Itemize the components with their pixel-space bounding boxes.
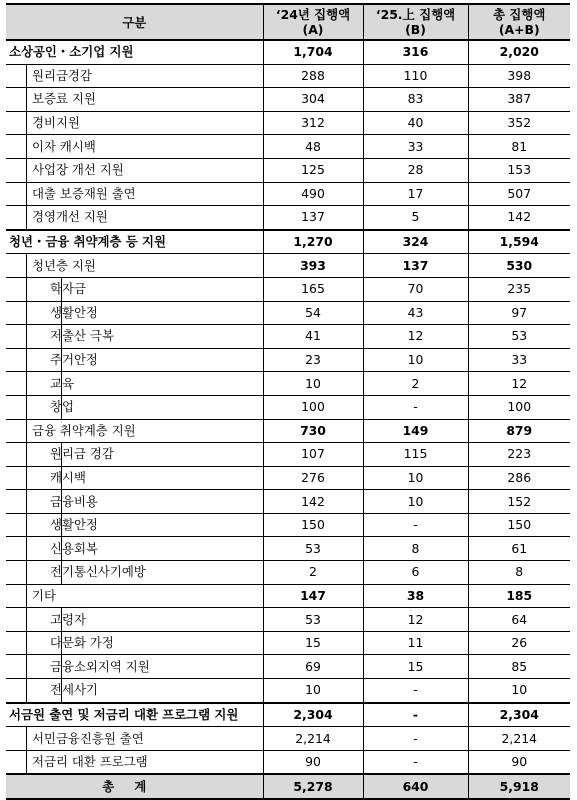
table-row: [6, 537, 570, 561]
table-row: [6, 135, 570, 159]
value-a: 147: [263, 584, 363, 608]
value-total: 12: [468, 372, 570, 396]
row-label: 생활안정: [50, 517, 98, 533]
value-a: 10: [263, 372, 363, 396]
row-label: 경비지원: [32, 115, 80, 131]
value-a: 304: [263, 88, 363, 112]
row-label: 대출 보증재원 출연: [32, 185, 136, 201]
subsection-row: [6, 254, 570, 278]
value-a: 312: [263, 111, 363, 135]
value-total: 150: [468, 513, 570, 537]
value-a: 107: [263, 443, 363, 467]
table-row: [6, 631, 570, 655]
value-total: 64: [468, 608, 570, 632]
row-label: 금융소외지역 지원: [50, 658, 150, 674]
value-total: 507: [468, 182, 570, 206]
table-row: [6, 64, 570, 88]
value-total: 223: [468, 443, 570, 467]
value-total: 33: [468, 348, 570, 372]
header-row: [6, 4, 570, 40]
table-row: [6, 325, 570, 349]
table-row: [6, 301, 570, 325]
value-a: 90: [263, 750, 363, 774]
value-total: 81: [468, 135, 570, 159]
value-b: 83: [363, 88, 468, 112]
row-label: 이자 캐시백: [32, 138, 96, 154]
total-value-a: 5,278: [263, 774, 363, 799]
table-row: [6, 750, 570, 774]
value-total: 879: [468, 419, 570, 443]
header-category: 구분: [6, 4, 263, 40]
value-b: 33: [363, 135, 468, 159]
row-label: 소상공인・소기업 지원: [6, 40, 263, 64]
row-label: 전기통신사기예방: [50, 564, 146, 580]
value-a: 142: [263, 490, 363, 514]
value-b: -: [363, 395, 468, 419]
total-row: [6, 774, 570, 799]
value-b: 316: [363, 40, 468, 64]
value-a: 2,214: [263, 727, 363, 751]
total-value-total: 5,918: [468, 774, 570, 799]
value-b: 5: [363, 206, 468, 230]
value-a: 137: [263, 206, 363, 230]
value-a: 125: [263, 158, 363, 182]
value-a: 150: [263, 513, 363, 537]
row-label: 금융비용: [50, 493, 98, 509]
row-label: 경영개선 지원: [32, 209, 108, 225]
value-b: 10: [363, 466, 468, 490]
value-a: 23: [263, 348, 363, 372]
table-row: [6, 513, 570, 537]
value-total: 53: [468, 325, 570, 349]
value-b: 149: [363, 419, 468, 443]
table-row: [6, 88, 570, 112]
row-label: 기타: [32, 587, 56, 603]
value-total: 2,304: [468, 703, 570, 727]
value-b: -: [363, 750, 468, 774]
value-total: 1,594: [468, 230, 570, 254]
header-total-amount: 총 집행액 (A+B): [468, 4, 570, 40]
value-total: 185: [468, 584, 570, 608]
value-a: 1,704: [263, 40, 363, 64]
value-total: 286: [468, 466, 570, 490]
value-b: 15: [363, 655, 468, 679]
table-row: [6, 372, 570, 396]
value-a: 1,270: [263, 230, 363, 254]
value-a: 2: [263, 561, 363, 585]
value-a: 490: [263, 182, 363, 206]
row-label: 저출산 극복: [50, 328, 114, 344]
subsection-row: [6, 419, 570, 443]
value-b: 70: [363, 277, 468, 301]
value-total: 100: [468, 395, 570, 419]
table-row: [6, 395, 570, 419]
table-row: [6, 277, 570, 301]
value-b: 2: [363, 372, 468, 396]
table-row: [6, 608, 570, 632]
total-value-b: 640: [363, 774, 468, 799]
row-label: 금융 취약계층 지원: [32, 422, 136, 438]
value-total: 387: [468, 88, 570, 112]
value-b: 40: [363, 111, 468, 135]
row-label: 캐시백: [50, 469, 86, 485]
value-total: 10: [468, 679, 570, 703]
value-b: 38: [363, 584, 468, 608]
row-label: 서민금융진흥원 출연: [32, 730, 144, 746]
total-label: 총계: [6, 774, 263, 799]
value-b: 10: [363, 490, 468, 514]
row-label: 보증료 지원: [32, 91, 96, 107]
table-row: [6, 158, 570, 182]
value-b: 17: [363, 182, 468, 206]
value-b: 115: [363, 443, 468, 467]
row-label: 학자금: [50, 281, 86, 297]
value-a: 41: [263, 325, 363, 349]
row-label: 원리금 경감: [50, 446, 114, 462]
value-total: 85: [468, 655, 570, 679]
value-total: 2,214: [468, 727, 570, 751]
row-label: 청년층 지원: [32, 257, 96, 273]
value-total: 153: [468, 158, 570, 182]
value-total: 26: [468, 631, 570, 655]
value-total: 8: [468, 561, 570, 585]
value-a: 10: [263, 679, 363, 703]
execution-table: [6, 3, 570, 800]
table-row: [6, 111, 570, 135]
table-row: [6, 727, 570, 751]
value-b: 6: [363, 561, 468, 585]
value-b: -: [363, 513, 468, 537]
value-b: -: [363, 679, 468, 703]
value-total: 2,020: [468, 40, 570, 64]
value-a: 53: [263, 537, 363, 561]
table-row: [6, 561, 570, 585]
value-a: 288: [263, 64, 363, 88]
row-label: 저금리 대환 프로그램: [32, 754, 148, 770]
value-b: 8: [363, 537, 468, 561]
row-label: 전세사기: [50, 682, 98, 698]
row-label: 청년・금융 취약계층 등 지원: [6, 230, 263, 254]
row-label: 고령자: [50, 611, 86, 627]
value-a: 15: [263, 631, 363, 655]
value-a: 48: [263, 135, 363, 159]
value-a: 276: [263, 466, 363, 490]
value-b: -: [363, 727, 468, 751]
value-b: 137: [363, 254, 468, 278]
value-total: 398: [468, 64, 570, 88]
value-b: 110: [363, 64, 468, 88]
value-a: 54: [263, 301, 363, 325]
row-label: 교육: [50, 375, 74, 391]
row-label: 다문화 가정: [50, 635, 114, 651]
value-total: 61: [468, 537, 570, 561]
table-row: [6, 182, 570, 206]
table-row: [6, 466, 570, 490]
row-label: 신용회복: [50, 540, 98, 556]
row-label: 서금원 출연 및 저금리 대환 프로그램 지원: [6, 703, 263, 727]
value-b: 12: [363, 608, 468, 632]
table-row: [6, 655, 570, 679]
table-row: [6, 206, 570, 230]
value-total: 90: [468, 750, 570, 774]
value-b: 28: [363, 158, 468, 182]
row-label: 생활안정: [50, 304, 98, 320]
header-2024-amount: ‘24년 집행액 (A): [263, 4, 363, 40]
subsection-row: [6, 584, 570, 608]
row-label: 원리금경감: [32, 67, 92, 83]
table-row: [6, 443, 570, 467]
value-b: 10: [363, 348, 468, 372]
value-a: 100: [263, 395, 363, 419]
section-row: [6, 703, 570, 727]
value-a: 69: [263, 655, 363, 679]
value-b: 43: [363, 301, 468, 325]
value-b: 11: [363, 631, 468, 655]
value-a: 53: [263, 608, 363, 632]
table-row: [6, 679, 570, 703]
section-row: [6, 230, 570, 254]
value-a: 165: [263, 277, 363, 301]
value-total: 235: [468, 277, 570, 301]
value-total: 152: [468, 490, 570, 514]
value-total: 142: [468, 206, 570, 230]
value-b: 12: [363, 325, 468, 349]
header-2025h1-amount: ‘25.上 집행액 (B): [363, 4, 468, 40]
value-total: 97: [468, 301, 570, 325]
table-row: [6, 348, 570, 372]
row-label: 사업장 개선 지원: [32, 162, 124, 178]
row-label: 주거안정: [50, 352, 98, 368]
value-a: 393: [263, 254, 363, 278]
value-total: 352: [468, 111, 570, 135]
section-row: [6, 40, 570, 64]
value-b: 324: [363, 230, 468, 254]
row-label: 창업: [50, 399, 74, 415]
value-a: 730: [263, 419, 363, 443]
table-row: [6, 490, 570, 514]
value-total: 530: [468, 254, 570, 278]
value-a: 2,304: [263, 703, 363, 727]
value-b: -: [363, 703, 468, 727]
